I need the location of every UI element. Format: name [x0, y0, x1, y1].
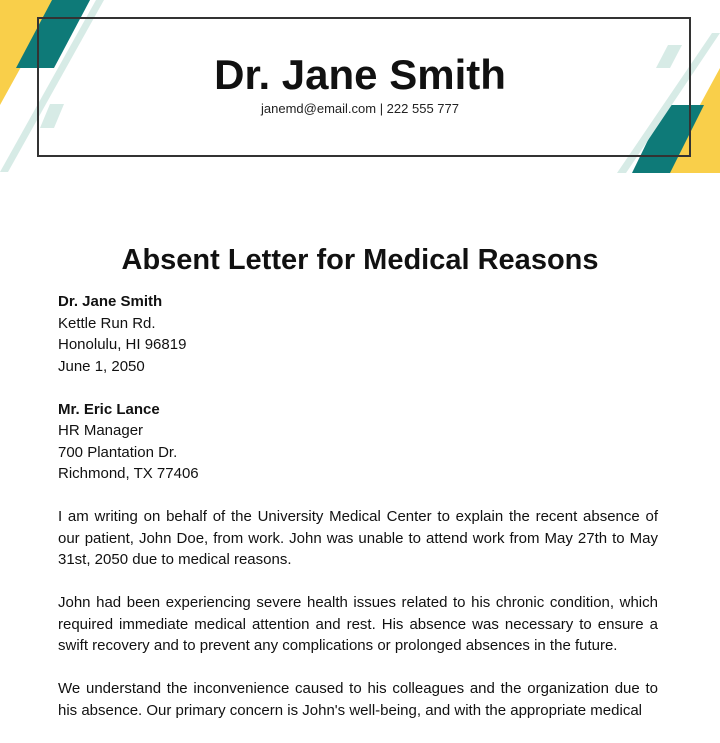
sender-street: Kettle Run Rd. — [58, 314, 156, 332]
letter-title: Absent Letter for Medical Reasons — [121, 244, 599, 276]
sender-city: Honolulu, HI 96819 — [58, 336, 187, 353]
letterhead-contact: janemd@email.com | 222 555 777 — [261, 101, 459, 116]
sender-name: Dr. Jane Smith — [58, 293, 163, 310]
recipient-name: Mr. Eric Lance — [58, 400, 160, 418]
paragraph-3: We understand the inconvenience caused to his colleagues and the organization due to his absence. Our primary concern is John's well-being, and with the appropriate medical — [58, 680, 658, 719]
recipient-role: HR Manager — [58, 422, 144, 439]
paragraph-2: John had been experiencing severe health issues related to his chronic condition, which required immediate medical attention and rest. His absence was necessary to ensure a swift recovery and to prevent any complications or prolonged absences in the future. — [58, 594, 658, 654]
recipient-address — [58, 399, 658, 485]
letterhead-name: Dr. Jane Smith — [214, 51, 506, 98]
sender-address — [58, 291, 658, 377]
letter-body — [58, 291, 658, 743]
letter-date: June 1, 2050 — [58, 357, 145, 375]
recipient-street: 700 Plantation Dr. — [58, 443, 178, 461]
paragraph-1: I am writing on behalf of the University Medical Center to explain the recent absence of our patient, John Doe, from work. John was unable to attend work from May 27th to May 31st, 2050 due to medical reasons. — [58, 508, 658, 568]
recipient-city: Richmond, TX 77406 — [58, 465, 199, 482]
